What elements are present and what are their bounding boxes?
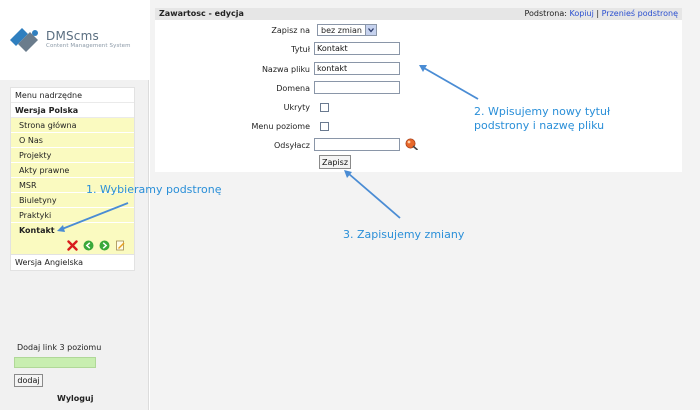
annotation-step-2-line-1: 2. Wpisujemy nowy tytuł (474, 105, 611, 118)
logo-tagline: Content Management System (46, 43, 131, 49)
menu-section-english[interactable]: Wersja Angielska (11, 255, 134, 270)
horizontal-menu-label: Menu poziome (251, 122, 310, 131)
subpage-prefix: Podstrona: (524, 9, 567, 18)
hidden-label: Ukryty (283, 103, 310, 112)
menu-item-practices[interactable]: Praktyki (11, 208, 134, 223)
menu-parent-link[interactable]: Menu nadrzędne (11, 88, 134, 103)
menu-item-home[interactable]: Strona główna (11, 118, 134, 133)
annotation-step-2-line-2: podstrony i nazwę pliku (474, 119, 605, 132)
annotation-step-3: 3. Zapisujemy zmiany (343, 228, 465, 241)
menu-item-msr[interactable]: MSR (11, 178, 134, 193)
title-label: Tytuł (291, 45, 310, 54)
logout-link[interactable]: Wyloguj (57, 394, 94, 403)
menu-item-legal-acts[interactable]: Akty prawne (11, 163, 134, 178)
annotation-step-1: 1. Wybieramy podstronę (86, 183, 222, 196)
redirect-label: Odsyłacz (273, 141, 310, 150)
domain-label: Domena (276, 84, 310, 93)
annotation-step-2 (474, 105, 610, 133)
copy-link[interactable]: Kopiuj (569, 9, 594, 18)
save-as-label: Zapisz na (271, 26, 310, 35)
move-subpage-link[interactable]: Przenieś podstronę (601, 9, 678, 18)
panel-title: Zawartosc - edycja (159, 9, 244, 18)
add-link-label: Dodaj link 3 poziomu (17, 343, 102, 352)
add-button[interactable]: dodaj (14, 374, 43, 387)
menu-item-bulletins[interactable]: Biuletyny (11, 193, 134, 208)
save-button[interactable]: Zapisz (319, 155, 351, 169)
save-as-value: bez zmian (321, 26, 362, 35)
filename-label: Nazwa pliku (261, 65, 310, 74)
logo-name: DMScms (46, 29, 99, 43)
menu-item-projects[interactable]: Projekty (11, 148, 134, 163)
menu-item-contact[interactable]: Kontakt (11, 223, 134, 238)
menu-section-polish[interactable]: Wersja Polska (11, 103, 134, 118)
menu-item-about[interactable]: O Nas (11, 133, 134, 148)
link-separator: | (596, 9, 600, 18)
